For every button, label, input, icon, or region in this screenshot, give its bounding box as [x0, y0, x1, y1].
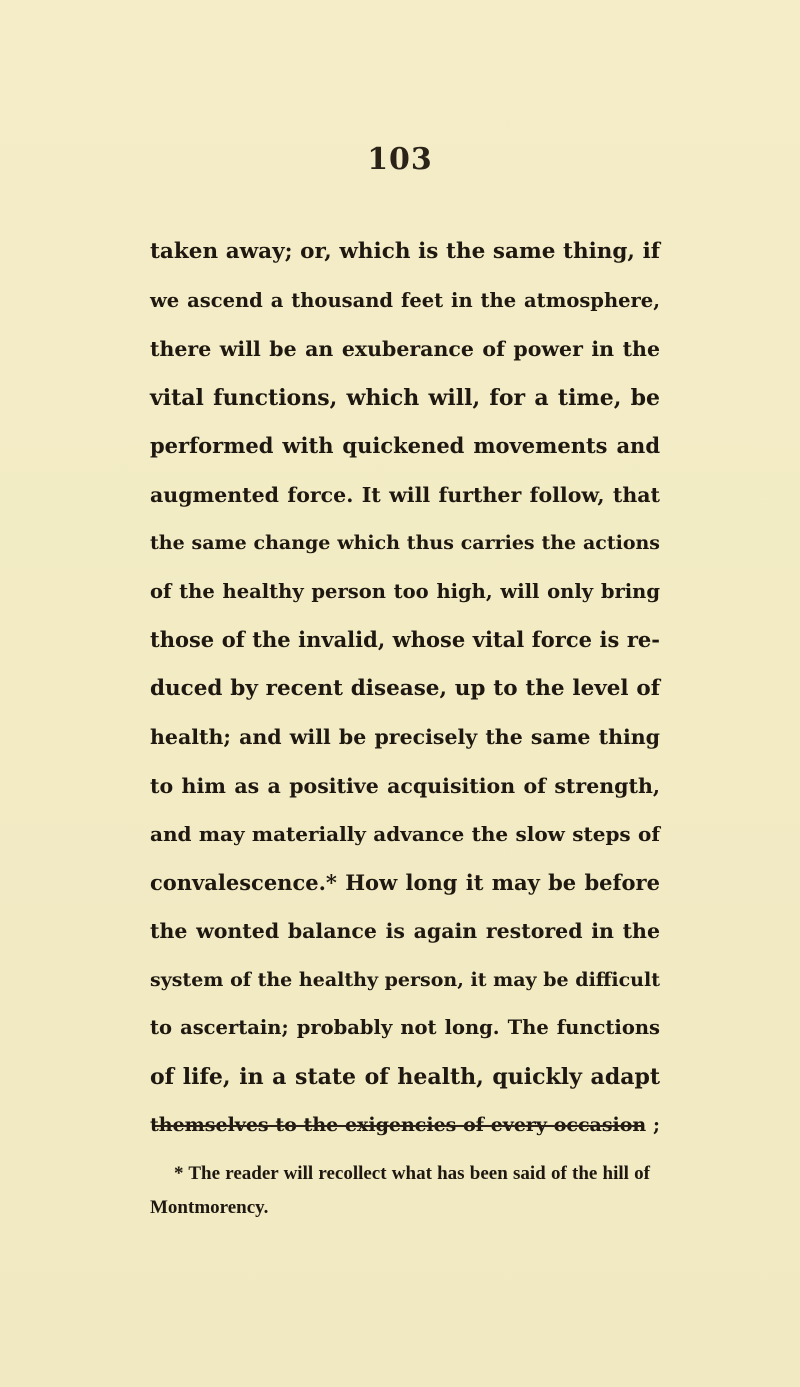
text-line: vital functions, which will, for a time, be — [150, 384, 660, 411]
text-line: augmented force. It will further follow, that — [150, 482, 660, 507]
text-line: those of the invalid, whose vital force is re- — [150, 627, 660, 652]
text-line: performed with quickened movements and — [150, 433, 660, 458]
text-line: duced by recent disease, up to the level of — [150, 675, 660, 701]
text-line: themselves to the exigencies of every occasion ; — [150, 1114, 660, 1136]
text-line: convalescence.* How long it may be before — [150, 869, 660, 895]
text-line: to him as a positive acquisition of strength, — [150, 773, 660, 798]
page-number: 103 — [367, 142, 433, 177]
footnote-rule — [155, 1125, 643, 1127]
text-line: system of the healthy person, it may be difficult — [150, 968, 660, 991]
text-line: of life, in a state of health, quickly adapt — [150, 1063, 660, 1090]
footnote — [150, 1157, 650, 1225]
text-line: and may materially advance the slow steps of — [150, 822, 660, 846]
text-line: to ascertain; probably not long. The functions — [150, 1016, 660, 1039]
text-line: the same change which thus carries the actions — [150, 532, 660, 554]
text-line: of the healthy person too high, will only bring — [150, 579, 660, 603]
text-line: health; and will be precisely the same thing — [150, 725, 660, 749]
text-line: there will be an exuberance of power in the — [150, 337, 660, 361]
text-line: taken away; or, which is the same thing, if — [150, 239, 660, 264]
text-line: we ascend a thousand feet in the atmosphere, — [150, 288, 660, 312]
footnote-line: * The reader will recollect what has been said of the hill of — [174, 1163, 650, 1184]
footnote-line: Montmorency. — [150, 1197, 269, 1218]
text-line: the wonted balance is again restored in the — [150, 919, 660, 943]
body-text — [150, 228, 660, 1150]
